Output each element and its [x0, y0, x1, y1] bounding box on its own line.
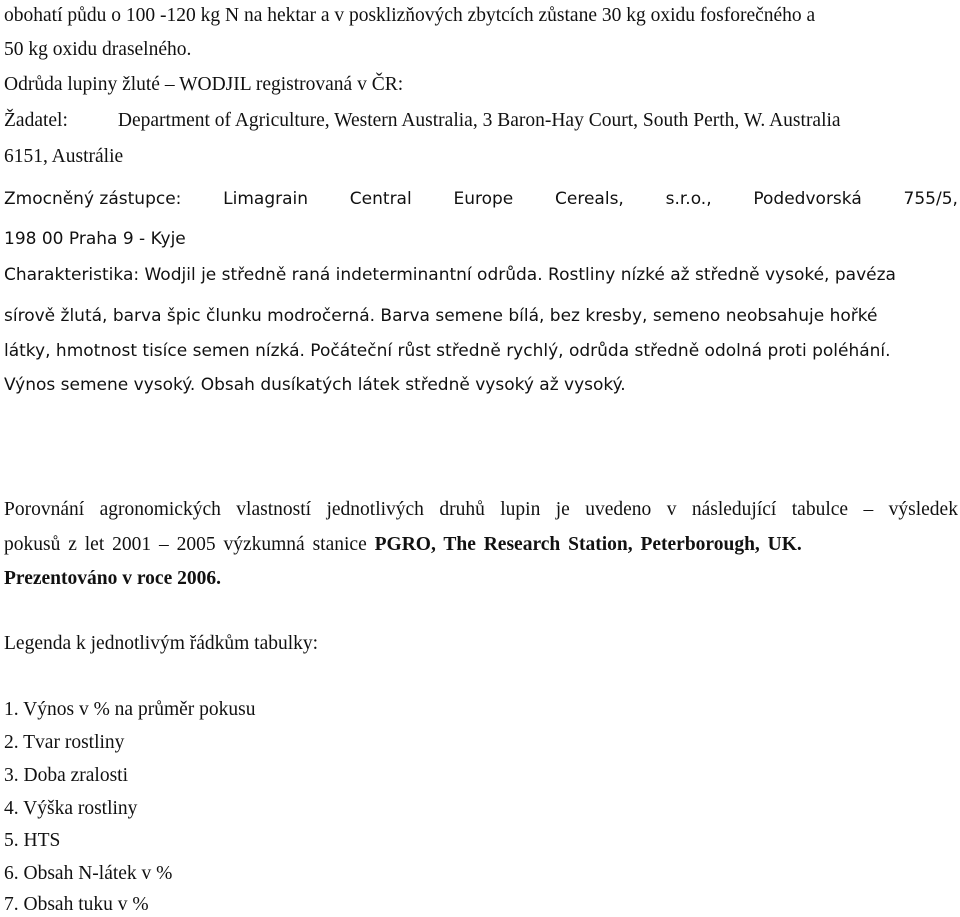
applicant-label: Žadatel: — [4, 110, 68, 131]
research-station-name: PGRO, The Research Station, Peterborough, UK. — [374, 534, 802, 555]
representative-word: 755/5, — [903, 189, 958, 209]
comparison-line-2-text: pokusů z let 2001 – 2005 výzkumná stanice — [4, 534, 375, 555]
representative-word: Europe — [453, 189, 514, 209]
characteristics-line: Výnos semene vysoký. Obsah dusíkatých látek středně vysoký až vysoký. — [4, 375, 626, 395]
comparison-word: výsledek — [888, 499, 958, 520]
comparison-word: jednotlivých — [326, 499, 424, 520]
comparison-line-1 — [4, 498, 958, 522]
intro-line-1: obohatí půdu o 100 -120 kg N na hektar a v posklizňových zbytcích zůstane 30 kg oxidu fosforečného a — [4, 5, 816, 26]
comparison-word: druhů — [439, 499, 485, 520]
comparison-word: vlastností — [236, 499, 312, 520]
comparison-word: je — [555, 499, 570, 520]
representative-word: Central — [349, 189, 412, 209]
comparison-word: uvedeno — [585, 499, 652, 520]
characteristics-line: Charakteristika: Wodjil je středně raná indeterminantní odrůda. Rostliny nízké až středně vysoké, pavéza — [4, 265, 896, 285]
applicant-line — [4, 109, 958, 133]
applicant-value: Department of Agriculture, Western Australia, 3 Baron-Hay Court, South Perth, W. Australia — [117, 110, 841, 131]
comparison-word: tabulce — [791, 499, 849, 520]
legend-item: 3. Doba zralosti — [4, 765, 129, 786]
legend-item: 1. Výnos v % na průměr pokusu — [4, 699, 256, 720]
comparison-word: lupin — [500, 499, 541, 520]
legend-item: 2. Tvar rostliny — [4, 732, 125, 753]
characteristics-line: sírově žlutá, barva špic člunku modročerná. Barva semene bílá, bez kresby, semeno neobsahuje hořké — [4, 306, 878, 326]
intro-line-2: 50 kg oxidu draselného. — [4, 39, 192, 60]
comparison-word: v — [666, 499, 677, 520]
legend-item: 5. HTS — [4, 830, 61, 851]
characteristics-line: látky, hmotnost tisíce semen nízká. Počáteční růst středně rychlý, odrůda středně odolná proti poléhání. — [4, 341, 891, 361]
representative-word: Cereals, — [555, 189, 624, 209]
comparison-word: Porovnání — [4, 499, 85, 520]
representative-word: Zmocněný zástupce: — [4, 189, 182, 209]
legend-heading: Legenda k jednotlivým řádkům tabulky: — [4, 633, 319, 654]
legend-item: 6. Obsah N-látek v % — [4, 863, 173, 884]
representative-word: Podedvorská — [753, 189, 862, 209]
representative-line — [4, 187, 958, 211]
legend-item: 7. Obsah tuku v % — [4, 894, 149, 915]
comparison-line-2 — [4, 533, 958, 557]
comparison-word: – — [863, 499, 874, 520]
presentation-year: Prezentováno v roce 2006. — [4, 568, 221, 589]
representative-word: Limagrain — [223, 189, 309, 209]
variety-heading: Odrůda lupiny žluté – WODJIL registrovaná v ČR: — [4, 74, 404, 95]
representative-line-2: 198 00 Praha 9 - Kyje — [4, 229, 186, 249]
comparison-word: agronomických — [99, 499, 221, 520]
applicant-line-2: 6151, Austrálie — [4, 146, 124, 167]
representative-word: s.r.o., — [665, 189, 712, 209]
comparison-word: následující — [691, 499, 777, 520]
legend-item: 4. Výška rostliny — [4, 798, 138, 819]
